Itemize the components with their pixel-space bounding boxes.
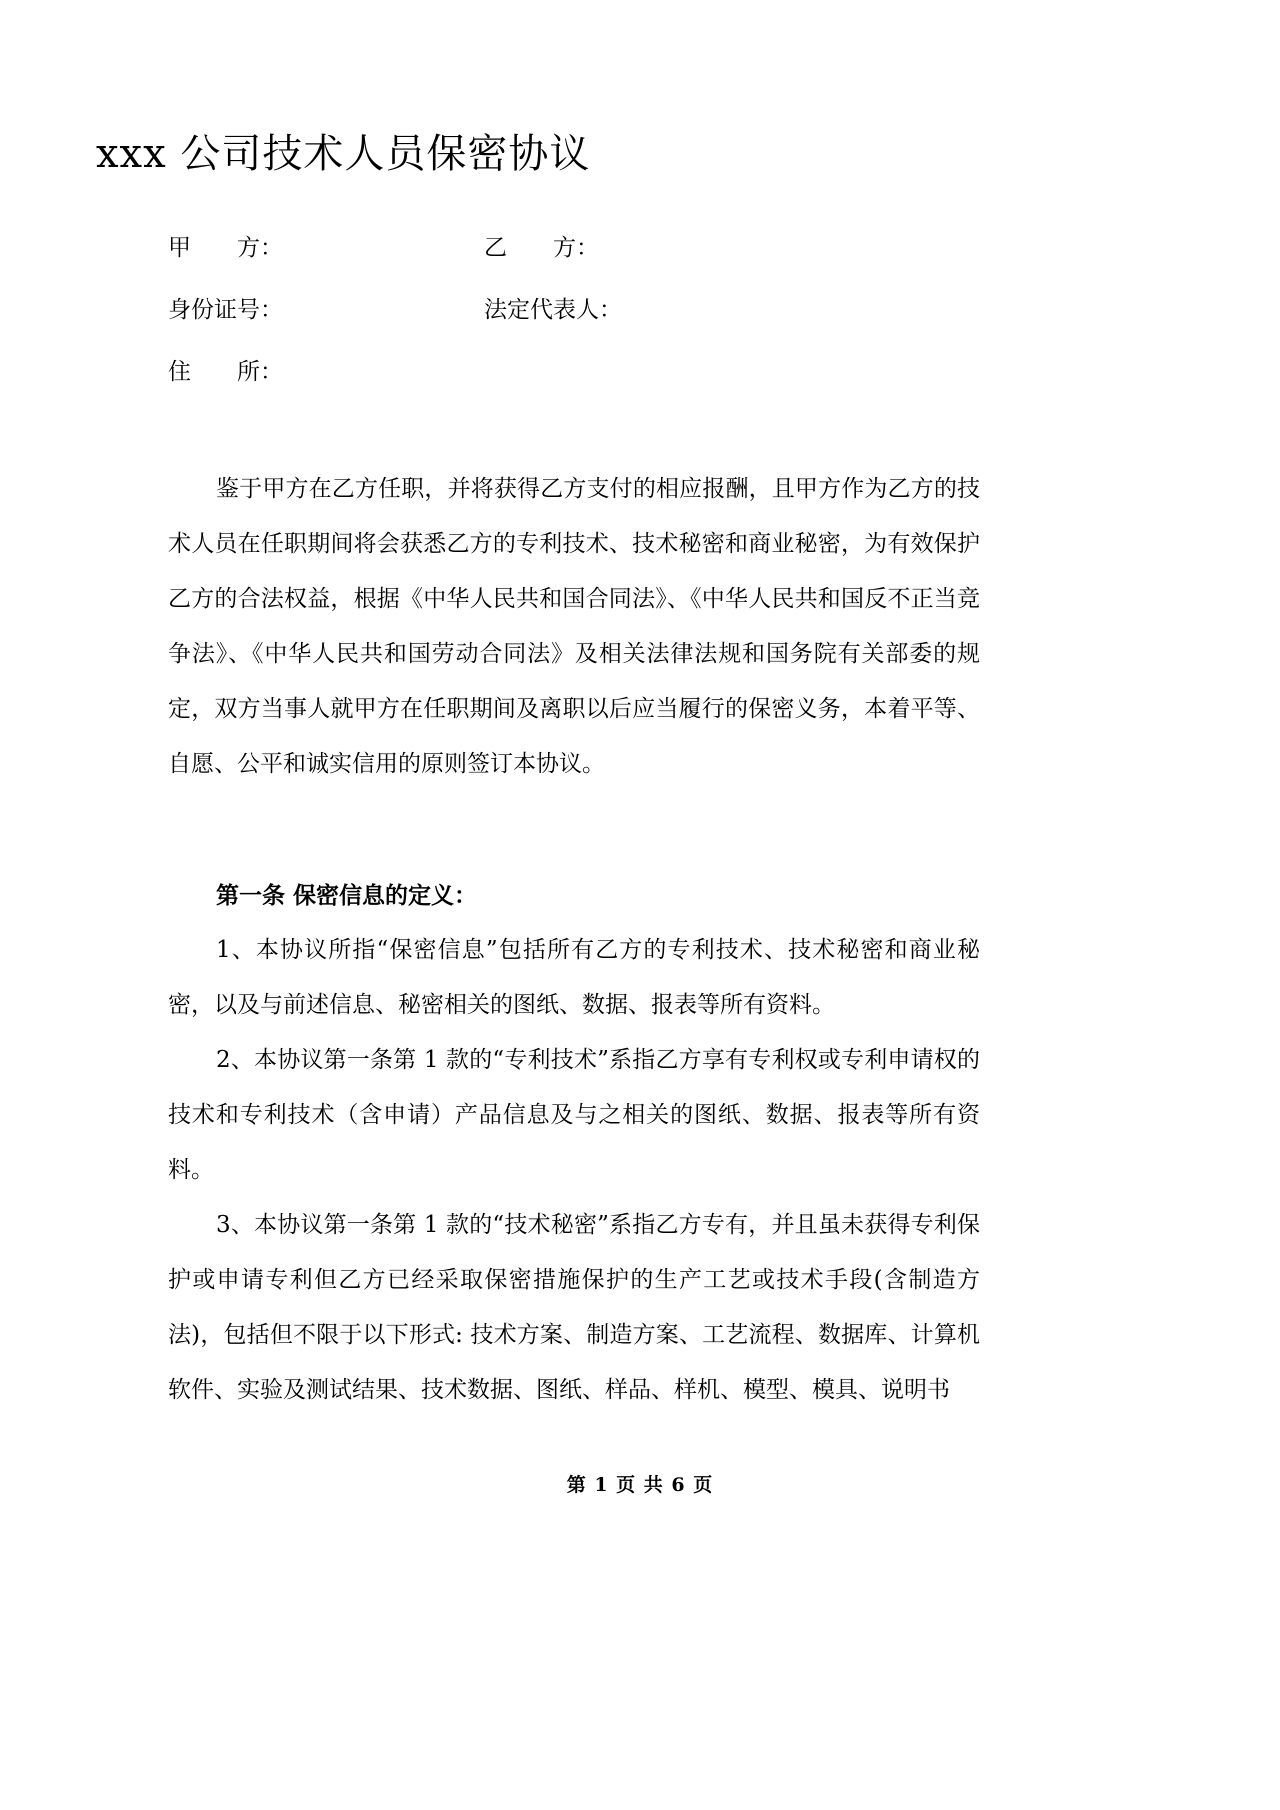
clause-item-2: 2、本协议第一条第 1 款的“专利技术”系指乙方享有专利权或专利申请权的技术和专利技术（含申请）产品信息及与之相关的图纸、数据、报表等所有资料。 [168, 1047, 980, 1183]
page-title: xxx 公司技术人员保密协议 [96, 131, 591, 177]
page-footer: 第 1 页 共 6 页 [566, 1474, 714, 1496]
party-b-label: 乙 方： [484, 235, 599, 261]
clause-heading-article-1: 第一条 保密信息的定义： [216, 882, 478, 909]
id-number-label: 身份证号： [168, 297, 283, 323]
clause-item-1: 1、本协议所指“保密信息”包括所有乙方的专利技术、技术秘密和商业秘密，以及与前述信息、秘密相关的图纸、数据、报表等所有资料。 [168, 937, 980, 1018]
party-row-2 [168, 294, 980, 356]
party-a-label: 甲 方： [168, 235, 283, 261]
party-info-block [168, 232, 980, 418]
legal-representative-label: 法定代表人： [484, 297, 622, 323]
party-row-3 [168, 356, 980, 418]
clause-item-3: 3、本协议第一条第 1 款的“技术秘密”系指乙方专有，并且虽未获得专利保护或申请专利但乙方已经采取保密措施保护的生产工艺或技术手段(含制造方法)，包括但不限于以下形式: 技术方案、制造方案、工艺流程、数据库、计算机软件、实验及测试结果、技术数据、图纸、样品、样机、模型、模具、说明书 [168, 1212, 980, 1403]
section-spacer [168, 792, 980, 868]
preamble-paragraph: 鉴于甲方在乙方任职，并将获得乙方支付的相应报酬，且甲方作为乙方的技术人员在任职期间将会获悉乙方的专利技术、技术秘密和商业秘密，为有效保护乙方的合法权益，根据《中华人民共和国合同法》、《中华人民共和国反不正当竞争法》、《中华人民共和国劳动合同法》及相关法律法规和国务院有关部委的规定，双方当事人就甲方在任职期间及离职以后应当履行的保密义务，本着平等、自愿、公平和诚实信用的原则签订本协议。 [168, 476, 980, 777]
address-label: 住 所： [168, 359, 283, 385]
party-row-1 [168, 232, 980, 294]
document-body [168, 462, 980, 1418]
